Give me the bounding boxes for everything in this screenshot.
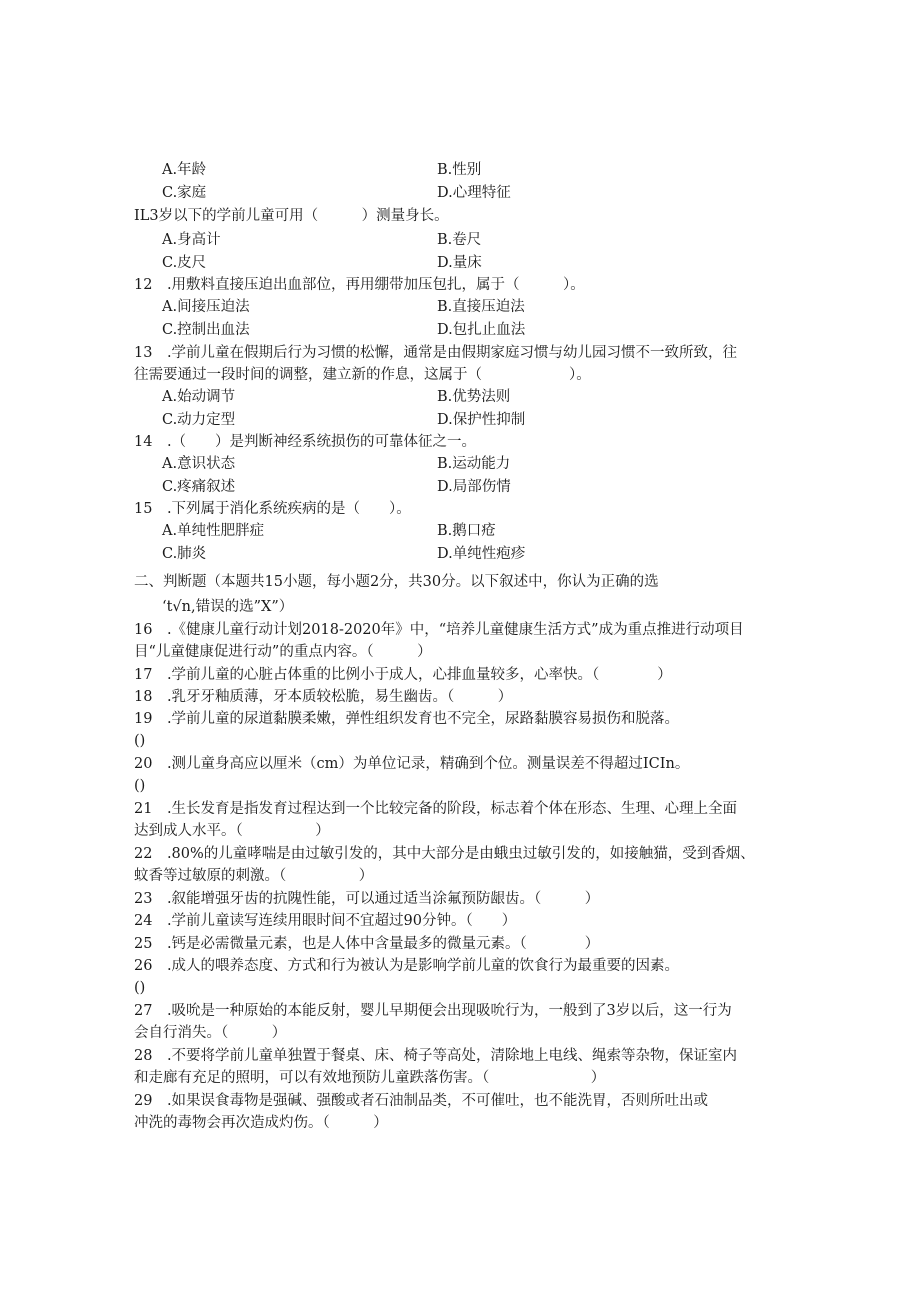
q27-line2: 会自行消失。（ ） [134,1025,287,1041]
q10-option-c: C.家庭 [162,185,207,201]
q11-option-b: B.卷尺 [437,232,482,248]
q20-line2: () [134,778,146,794]
q13-option-a: A.始动调节 [162,389,236,405]
q12-option-c: C.控制出血法 [162,322,250,338]
section2-heading: 二、判断题（本题共15小题，每小题2分，共30分。以下叙述中，你认为正确的选 [134,574,659,590]
q15-option-d: D.单纯性疱疹 [437,546,526,562]
q14-option-a: A.意识状态 [162,456,236,472]
q29-line1: 29 .如果误食毒物是强碱、强酸或者石油制品类，不可催吐，也不能洗胃，否则所吐出或 [134,1093,709,1109]
q14-option-d: D.局部伤情 [437,479,511,495]
q29-line2: 冲洗的毒物会再次造成灼伤。（ ） [134,1115,388,1131]
q28-line1: 28 .不要将学前儿童单独置于餐桌、床、椅子等高处，清除地上电线、绳索等杂物，保证室内 [134,1048,738,1064]
q10-option-b: B.性别 [437,162,482,178]
q17: 17 .学前儿童的心脏占体重的比例小于成人，心排血量较多，心率快。（ ） [134,667,672,683]
q19-line2: () [134,733,146,749]
q15-option-b: B.鹅口疮 [437,523,496,539]
q28-line2: 和走廊有充足的照明，可以有效地预防儿童跌落伤害。（ ） [134,1070,606,1086]
q26-line1: 26 .成人的喂养态度、方式和行为被认为是影响学前儿童的饮食行为最重要的因素。 [134,958,680,974]
q16-line1: 16 .《健康儿童行动计划2018-2020年》中，“培养儿童健康生活方式”成为重点推进行动项目 [134,622,744,638]
q13-option-d: D.保护性抑制 [437,412,526,428]
q11-stem: IL3岁以下的学前儿童可用（ ）测量身长。 [134,208,449,224]
q15-option-a: A.单纯性肥胖症 [162,523,265,539]
q20-line1: 20 .测儿童身高应以厘米（cm）为单位记录，精确到个位。测量误差不得超过ICIn。 [134,756,690,772]
q15-stem: 15 .下列属于消化系统疾病的是（ ）。 [134,501,411,517]
q23: 23 .叙能增强牙齿的抗隗性能，可以通过适当涂氟预防龈齿。（ ） [134,891,600,907]
q10-option-d: D.心理特征 [437,185,511,201]
q12-option-a: A.间接压迫法 [162,299,250,315]
q12-stem: 12 .用敷料直接压迫出血部位，再用绷带加压包扎，属于（ ）。 [134,277,585,293]
q13-stem-line2: 往需要通过一段时间的调整，建立新的作息，这属于（ ）。 [134,367,591,383]
section2-heading-cont: ‘t√n,错误的选”X”） [162,599,294,615]
q21-line1: 21 .生长发育是指发育过程达到一个比较完备的阶段，标志着个体在形态、生理、心理上全面 [134,801,738,817]
q11-option-a: A.身高计 [162,232,221,248]
q12-option-b: B.直接压迫法 [437,299,525,315]
q26-line2: () [134,980,146,996]
q25: 25 .钙是必需微量元素，也是人体中含量最多的微量元素。（ ） [134,936,600,952]
q14-option-c: C.疼痛叙述 [162,479,236,495]
q27-line1: 27 .吸吮是一种原始的本能反射，婴儿早期便会出现吸吮行为，一般到了3岁以后，这一行为 [134,1003,732,1019]
q11-option-d: D.量床 [437,255,482,271]
q16-line2: 目“儿童健康促进行动”的重点内容。（ ） [134,644,432,660]
q22-line2: 蚊香等过敏原的刺激。（ ） [134,868,374,884]
q10-option-a: A.年龄 [162,162,207,178]
q13-option-b: B.优势法则 [437,389,511,405]
q19-line1: 19 .学前儿童的尿道黏膜柔嫩，弹性组织发育也不完全，尿路黏膜容易损伤和脱落。 [134,711,680,727]
q14-stem: 14 .（ ）是判断神经系统损伤的可靠体征之一。 [134,434,477,450]
q18: 18 .乳牙牙釉质薄，牙本质较松脆，易生幽齿。（ ） [134,689,513,705]
q21-line2: 达到成人水平。（ ） [134,823,330,839]
q24: 24 .学前儿童读写连续用眼时间不宜超过90分钟。（ ） [134,913,517,929]
q12-option-d: D.包扎止血法 [437,322,526,338]
q11-option-c: C.皮尺 [162,255,207,271]
q15-option-c: C.肺炎 [162,546,207,562]
q14-option-b: B.运动能力 [437,456,511,472]
q13-option-c: C.动力定型 [162,412,236,428]
q13-stem-line1: 13 .学前儿童在假期后行为习惯的松懈，通常是由假期家庭习惯与幼儿园习惯不一致所致，往 [134,345,738,361]
q22-line1: 22 .80%的儿童哮喘是由过敏引发的，其中大部分是由蛾虫过敏引发的，如接触猫，受到香烟、 [134,846,755,862]
